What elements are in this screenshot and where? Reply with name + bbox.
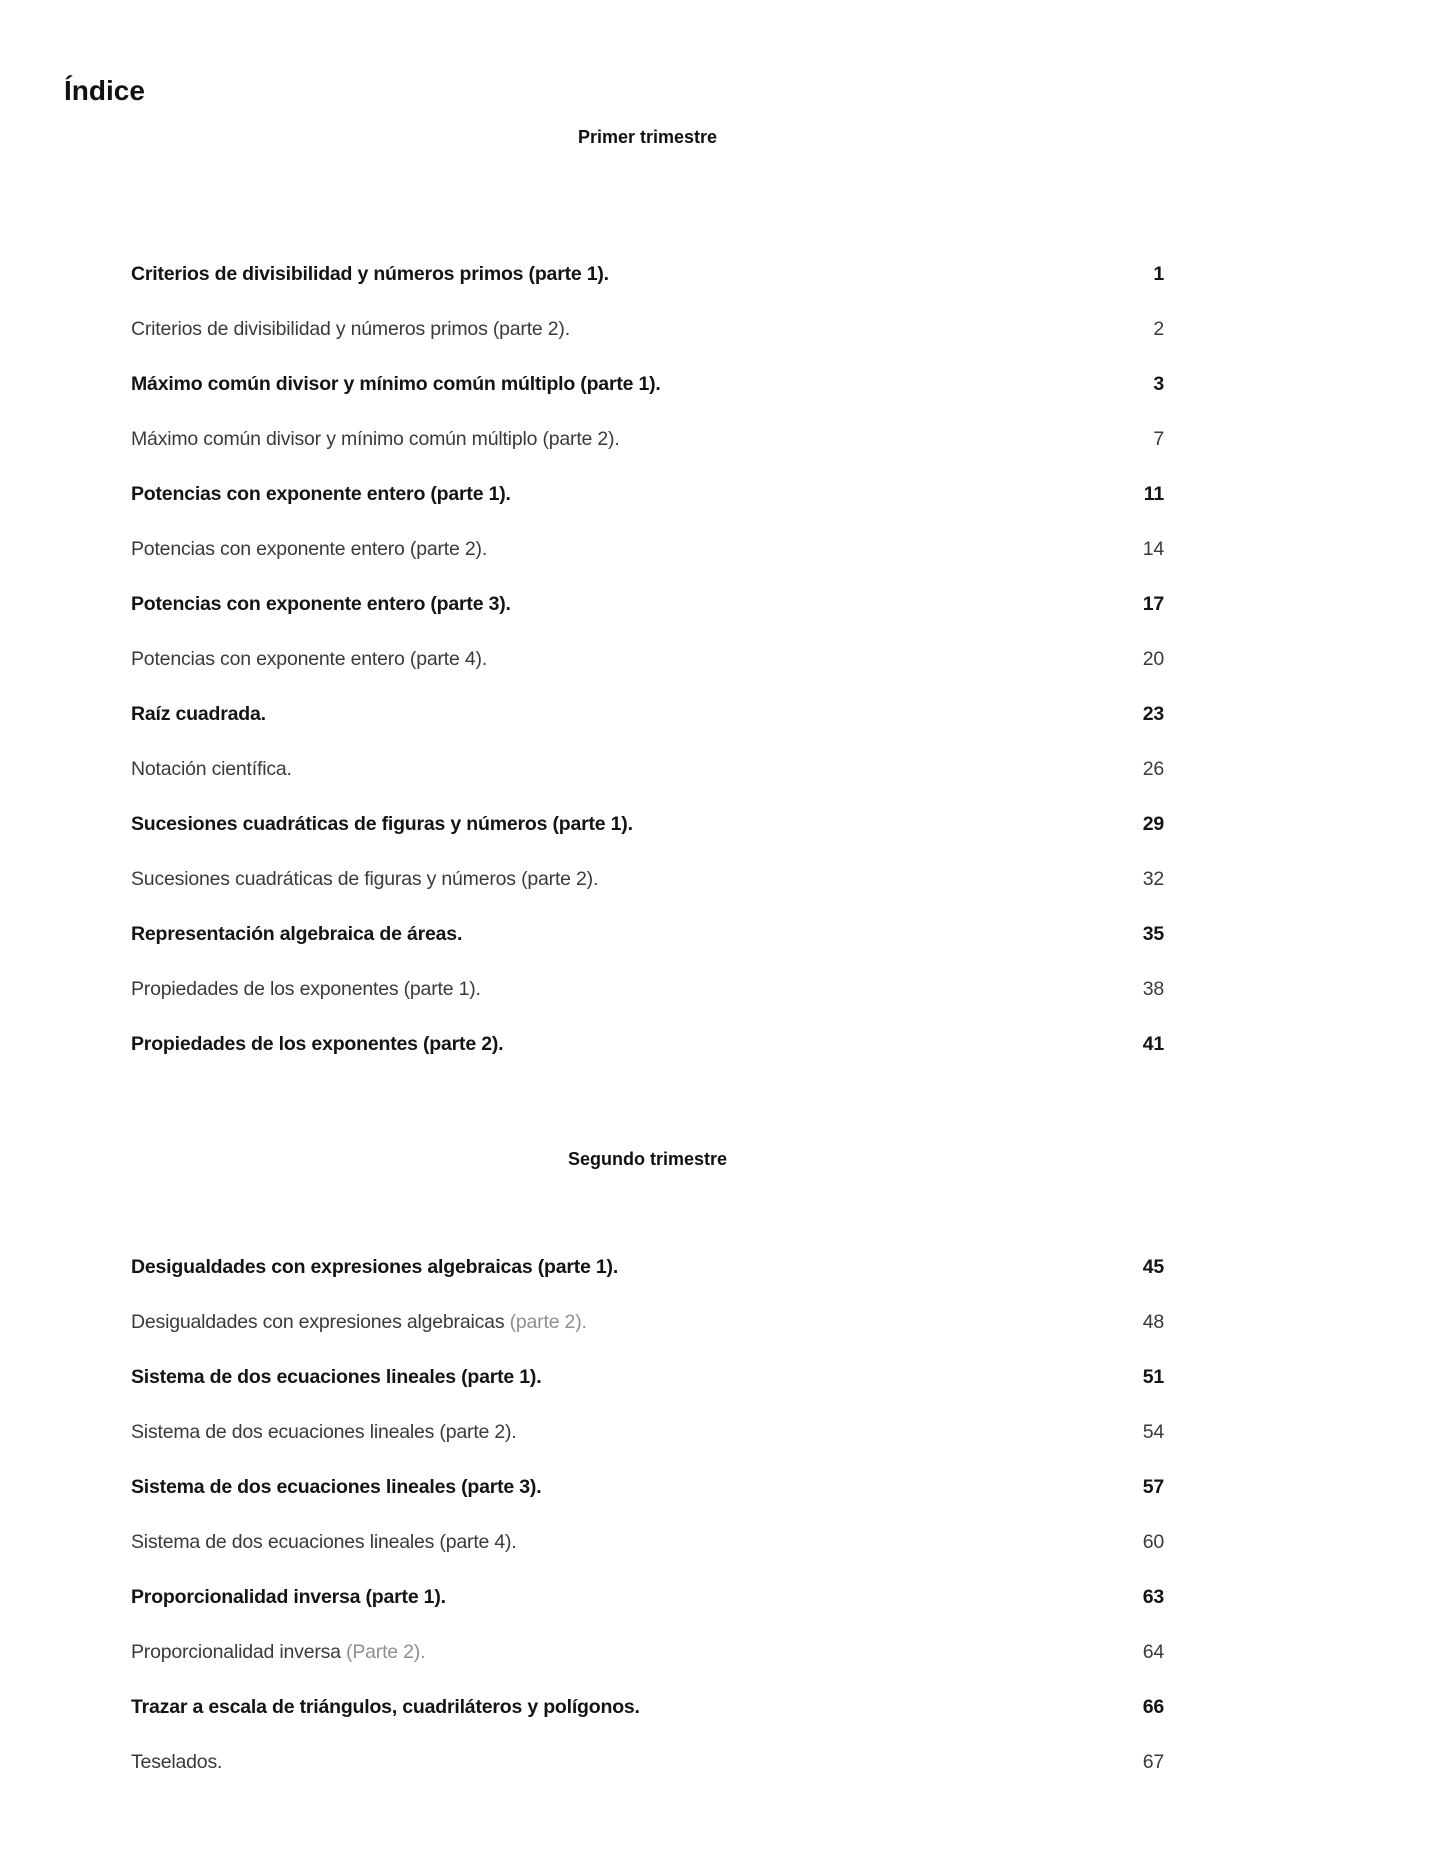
toc-entry-page: 60 [1142,1531,1164,1553]
toc-entry-page: 67 [1142,1751,1164,1773]
toc-row [131,742,1164,797]
toc-row [131,907,1164,962]
toc-entry-page: 51 [1142,1366,1164,1388]
toc-entry-title: Criterios de divisibilidad y números primos (parte 2). [131,318,570,340]
toc-entry-title-muted-suffix: (Parte 2). [346,1641,426,1663]
toc-entry-title: Propiedades de los exponentes (parte 2). [131,1033,504,1055]
toc-entry-title: Potencias con exponente entero (parte 2). [131,538,488,560]
toc-row [131,302,1164,357]
toc-entry-page: 7 [1153,428,1164,450]
toc-entry-page: 63 [1142,1586,1164,1608]
toc-entry-page: 11 [1143,483,1164,505]
toc-row [131,962,1164,1017]
toc-entry-page: 41 [1142,1033,1164,1055]
toc-entry-title: Raíz cuadrada. [131,703,266,725]
toc-entry-title: Representación algebraica de áreas. [131,923,463,945]
toc-entry-page: 20 [1142,648,1164,670]
toc-row [131,247,1164,302]
toc-entry-page: 38 [1142,978,1164,1000]
toc-entry-title: Teselados. [131,1751,223,1773]
toc-row [131,1240,1164,1295]
toc-entry-title: Sucesiones cuadráticas de figuras y números (parte 1). [131,813,633,835]
toc-entry-page: 57 [1142,1476,1164,1498]
toc-entry-title: Potencias con exponente entero (parte 4). [131,648,488,670]
toc-entry-title: Sistema de dos ecuaciones lineales (parte 4). [131,1531,517,1553]
toc-entry-page: 45 [1142,1256,1164,1278]
toc-list-segundo-trimestre [131,1240,1164,1790]
toc-row [131,687,1164,742]
toc-entry-title: Desigualdades con expresiones algebraicas (parte 1). [131,1256,619,1278]
toc-entry-title: Sistema de dos ecuaciones lineales (parte 3). [131,1476,542,1498]
toc-entry-page: 35 [1142,923,1164,945]
toc-entry-page: 32 [1142,868,1164,890]
toc-entry-page: 17 [1142,593,1164,615]
toc-entry-title: Criterios de divisibilidad y números primos (parte 1). [131,263,609,285]
toc-row [131,1570,1164,1625]
toc-entry-page: 23 [1142,703,1164,725]
toc-entry-title: Trazar a escala de triángulos, cuadriláteros y polígonos. [131,1696,640,1718]
section-heading-primer-trimestre: Primer trimestre [577,127,718,147]
section-heading-segundo-trimestre: Segundo trimestre [567,1149,728,1169]
toc-entry-title: Proporcionalidad inversa (parte 1). [131,1586,446,1608]
toc-row [131,1735,1164,1790]
toc-entry-title: Notación científica. [131,758,292,780]
toc-entry-page: 3 [1153,373,1164,395]
toc-row [131,467,1164,522]
toc-row [131,1405,1164,1460]
toc-row [131,1295,1164,1350]
toc-entry-title: Propiedades de los exponentes (parte 1). [131,978,481,1000]
toc-row [131,1350,1164,1405]
toc-row [131,357,1164,412]
toc-entry-title: Máximo común divisor y mínimo común múltiplo (parte 2). [131,428,620,450]
toc-entry-title: Potencias con exponente entero (parte 1). [131,483,511,505]
toc-entry-page: 48 [1142,1311,1164,1333]
toc-entry-title: Potencias con exponente entero (parte 3). [131,593,511,615]
toc-row [131,1017,1164,1072]
toc-row [131,852,1164,907]
toc-entry-page: 54 [1142,1421,1164,1443]
toc-entry-page: 64 [1142,1641,1164,1663]
toc-entry-page: 2 [1153,318,1164,340]
toc-entry-page: 1 [1153,263,1164,285]
toc-entry-title: Máximo común divisor y mínimo común múltiplo (parte 1). [131,373,661,395]
toc-entry-title-muted-suffix: (parte 2). [509,1311,587,1333]
toc-row [131,1680,1164,1735]
toc-list-primer-trimestre [131,247,1164,1072]
toc-row [131,797,1164,852]
toc-entry-page: 14 [1142,538,1164,560]
toc-row [131,632,1164,687]
toc-entry-title: Sucesiones cuadráticas de figuras y números (parte 2). [131,868,599,890]
toc-entry-page: 66 [1142,1696,1164,1718]
toc-entry-title: Desigualdades con expresiones algebraicas (parte 2). [131,1311,587,1333]
toc-row [131,1515,1164,1570]
toc-row [131,1460,1164,1515]
toc-row [131,577,1164,632]
toc-row [131,522,1164,577]
toc-entry-title: Proporcionalidad inversa (Parte 2). [131,1641,426,1663]
toc-entry-page: 26 [1142,758,1164,780]
toc-entry-page: 29 [1142,813,1164,835]
toc-entry-title: Sistema de dos ecuaciones lineales (parte 1). [131,1366,542,1388]
page-title: Índice [64,75,145,106]
toc-entry-title: Sistema de dos ecuaciones lineales (parte 2). [131,1421,517,1443]
toc-row [131,412,1164,467]
toc-row [131,1625,1164,1680]
